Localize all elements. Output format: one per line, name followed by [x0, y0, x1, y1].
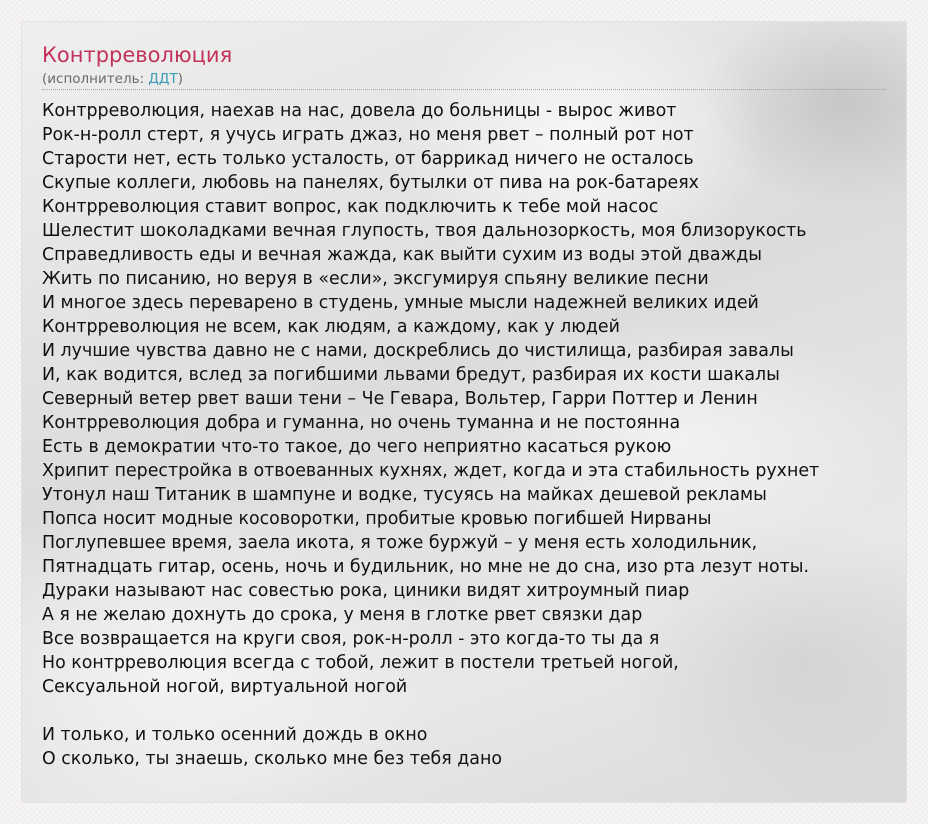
performer-suffix: ): [177, 71, 183, 87]
lyrics-line: Сексуальной ногой, виртуальной ногой: [42, 677, 408, 697]
performer-line: [42, 70, 183, 88]
lyrics-line: Северный ветер рвет ваши тени – Че Гевара, Вольтер, Гарри Поттер и Ленин: [42, 389, 758, 409]
lyrics-line: Пятнадцать гитар, осень, ночь и будильник, но мне не до сна, изо рта лезут ноты.: [42, 557, 810, 577]
lyrics-line: Но контрреволюция всегда с тобой, лежит в постели третьей ногой,: [42, 653, 679, 673]
lyrics-line: И только, и только осенний дождь в окно: [42, 725, 428, 745]
lyrics-line: И лучшие чувства давно не с нами, доскреблись до чистилища, разбирая завалы: [42, 341, 794, 361]
lyrics-line: Справедливость еды и вечная жажда, как выйти сухим из воды этой дважды: [42, 245, 763, 265]
lyrics-line: Контрреволюция добра и гуманна, но очень туманна и не постоянна: [42, 413, 681, 433]
song-page-panel: [22, 22, 906, 802]
lyrics-line: Дураки называют нас совестью рока, циники видят хитроумный пиар: [42, 581, 690, 601]
stanza-gap: [42, 699, 906, 723]
lyrics-text: [42, 99, 906, 771]
lyrics-line: О сколько, ты знаешь, сколько мне без тебя дано: [42, 749, 502, 769]
lyrics-line: Утонул наш Титаник в шампуне и водке, тусуясь на майках дешевой рекламы: [42, 485, 767, 505]
lyrics-line: Попса носит модные косоворотки, пробитые кровью погибшей Нирваны: [42, 509, 712, 529]
lyrics-line: Рок-н-ролл стерт, я учусь играть джаз, но меня рвет – полный рот нот: [42, 125, 694, 145]
lyrics-line: Контрреволюция не всем, как людям, а каждому, как у людей: [42, 317, 620, 337]
lyrics-line: Шелестит шоколадками вечная глупость, твоя дальнозоркость, моя близорукость: [42, 221, 807, 241]
artist-link[interactable]: ДДТ: [148, 71, 178, 87]
song-title: Контрреволюция: [42, 43, 233, 67]
lyrics-line: Контрреволюция, наехав на нас, довела до больницы - вырос живот: [42, 101, 677, 121]
lyrics-line: И многое здесь переварено в студень, умные мысли надежней великих идей: [42, 293, 759, 313]
lyrics-line: Жить по писанию, но веруя в «если», эксгумируя спьяну великие песни: [42, 269, 709, 289]
lyrics-line: И, как водится, вслед за погибшими львами бредут, разбирая их кости шакалы: [42, 365, 780, 385]
lyrics-line: Контрреволюция ставит вопрос, как подключить к тебе мой насос: [42, 197, 659, 217]
title-divider: [42, 89, 886, 90]
lyrics-line: Хрипит перестройка в отвоеванных кухнях, ждет, когда и эта стабильность рухнет: [42, 461, 820, 481]
performer-prefix: (исполнитель:: [42, 71, 149, 87]
lyrics-line: Есть в демократии что-то такое, до чего неприятно касаться рукою: [42, 437, 672, 457]
lyrics-line: А я не желаю дохнуть до срока, у меня в глотке рвет связки дар: [42, 605, 643, 625]
lyrics-line: Поглупевшее время, заела икота, я тоже буржуй – у меня есть холодильник,: [42, 533, 758, 553]
lyrics-line: Старости нет, есть только усталость, от баррикад ничего не осталось: [42, 149, 694, 169]
lyrics-line: Скупые коллеги, любовь на панелях, бутылки от пива на рок-батареях: [42, 173, 699, 193]
lyrics-line: Все возвращается на круги своя, рок-н-ролл - это когда-то ты да я: [42, 629, 660, 649]
